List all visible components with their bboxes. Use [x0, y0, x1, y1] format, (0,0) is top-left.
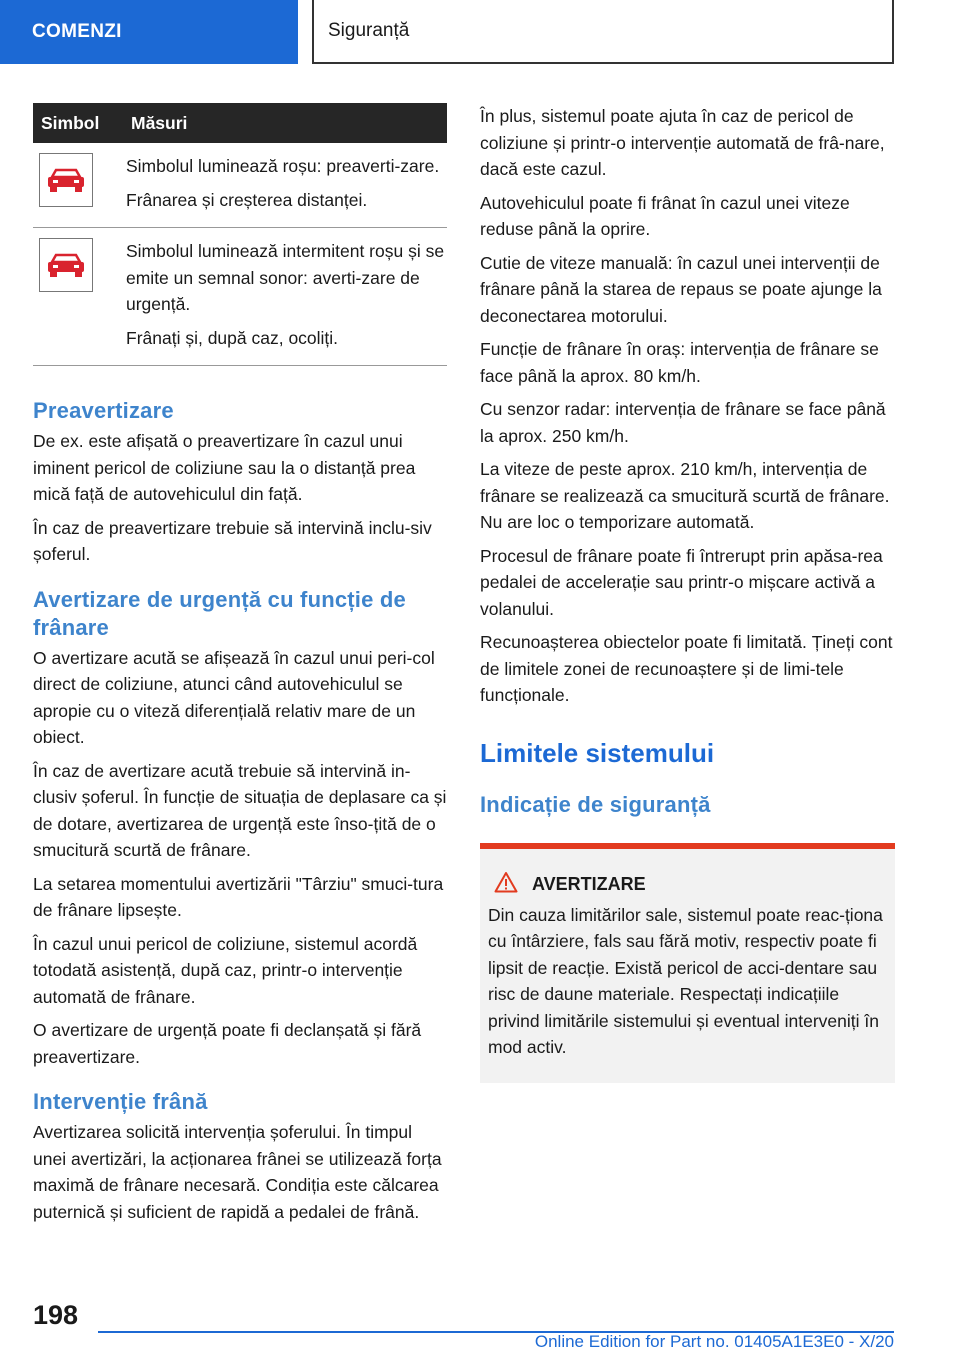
- table-header-symbol: Simbol: [33, 103, 119, 143]
- car-warning-icon: [39, 238, 93, 292]
- right-column: [480, 103, 895, 1083]
- table-header-measures: Măsuri: [119, 103, 447, 143]
- left-column: [33, 103, 447, 1232]
- row-text: Frânarea și creșterea distanței.: [126, 189, 368, 210]
- section-title: Siguranță: [312, 0, 894, 64]
- paragraph: O avertizare de urgență poate fi declanșată și fără preavertizare.: [33, 1020, 422, 1067]
- paragraph: Procesul de frânare poate fi întrerupt prin apăsa-rea pedalei de accelerație sau printr-o mișcare activă a volanului.: [480, 545, 883, 619]
- heading-indicatie-siguranta: Indicație de siguranță: [480, 791, 711, 817]
- heading-avertizare-urgenta: Avertizare de urgență cu funcție de frânare: [33, 586, 406, 640]
- table-row: [33, 143, 447, 228]
- car-warning-icon: [39, 153, 93, 207]
- warning-box: [480, 843, 895, 1083]
- paragraph: O avertizare acută se afișează în cazul unui peri-col direct de coliziune, atunci când autovehiculul se apropie cu o viteză diferențială relativ mare de un obiect.: [33, 647, 435, 747]
- page-number: 198: [33, 1300, 79, 1330]
- heading-limitele-sistemului: Limitele sistemului: [480, 737, 715, 768]
- warning-title: AVERTIZARE: [532, 873, 646, 894]
- heading-interventie-frana: Intervenție frână: [33, 1089, 208, 1114]
- symbol-table: [33, 103, 447, 366]
- paragraph: Recunoașterea obiectelor poate fi limitată. Țineți cont de limitele zonei de recunoaștere și de limi-tele funcționale.: [480, 632, 893, 705]
- paragraph: În cazul unui pericol de coliziune, sistemul acordă totodată asistență, după caz, printr-o intervenție automată de frânare.: [33, 933, 418, 1007]
- paragraph: La setarea momentului avertizării "Târziu" smuci-tura de frânare lipsește.: [33, 873, 444, 920]
- paragraph: Avertizarea solicită intervenția șoferului. În timpul unei avertizări, la acționarea frânei se utilizează forța maximă de frânare necesară. Condiția este călcarea puternică și suficient de rapidă a pedalei de frână.: [33, 1122, 442, 1222]
- paragraph: Cu senzor radar: intervenția de frânare se face până la aprox. 250 km/h.: [480, 399, 886, 446]
- paragraph: În caz de preavertizare trebuie să intervină inclu-siv șoferul.: [33, 517, 432, 564]
- paragraph: Autovehiculul poate fi frânat în cazul unei viteze reduse până la oprire.: [480, 192, 850, 239]
- paragraph: Funcție de frânare în oraș: intervenția de frânare se face până la aprox. 80 km/h.: [480, 339, 879, 386]
- row-text: Simbolul luminează intermitent roșu și se emite un semnal sonor: averti-zare de urgență.: [126, 241, 445, 314]
- edition-text: Online Edition for Part no. 01405A1E3E0 - X/20: [534, 1332, 894, 1351]
- table-row: [33, 228, 447, 366]
- paragraph: De ex. este afișată o preavertizare în cazul unui iminent pericol de coliziune sau la o distanță prea mică față de autovehiculul din față.: [33, 431, 416, 504]
- paragraph: La viteze de peste aprox. 210 km/h, intervenția de frânare se realizează ca smucitură scurtă de frânare. Nu are loc o temporizare automată.: [480, 459, 890, 532]
- paragraph: În caz de avertizare acută trebuie să intervină in-clusiv șoferul. În funcție de situația de deplasare ca și de dotare, avertizarea de urgență este înso-țită de o smucitură scurtă de frânare.: [33, 760, 447, 860]
- heading-preavertizare: Preavertizare: [33, 398, 174, 423]
- row-text: Frânați și, după caz, ocoliți.: [126, 327, 339, 348]
- warning-triangle-icon: [494, 871, 518, 898]
- row-text: Simbolul luminează roșu: preaverti-zare.: [126, 156, 440, 176]
- paragraph: Cutie de viteze manuală: în cazul unei intervenții de frânare până la starea de repaus se poate ajunge la deconectarea motorului.: [480, 252, 882, 326]
- paragraph: În plus, sistemul poate ajuta în caz de pericol de coliziune și printr-o intervenție automată de frâ-nare, dacă este cazul.: [480, 106, 885, 179]
- chapter-tab: COMENZI: [0, 0, 298, 64]
- warning-text: Din cauza limitărilor sale, sistemul poate reac-ționa cu întârziere, fals sau fără motiv, respectiv poate fi lipsit de reacție. Există pericol de acci-dentare sau risc de daune materiale. Respectați indicațiile privind limitările sistemului și eventual interveniți în mod activ.: [488, 904, 883, 1057]
